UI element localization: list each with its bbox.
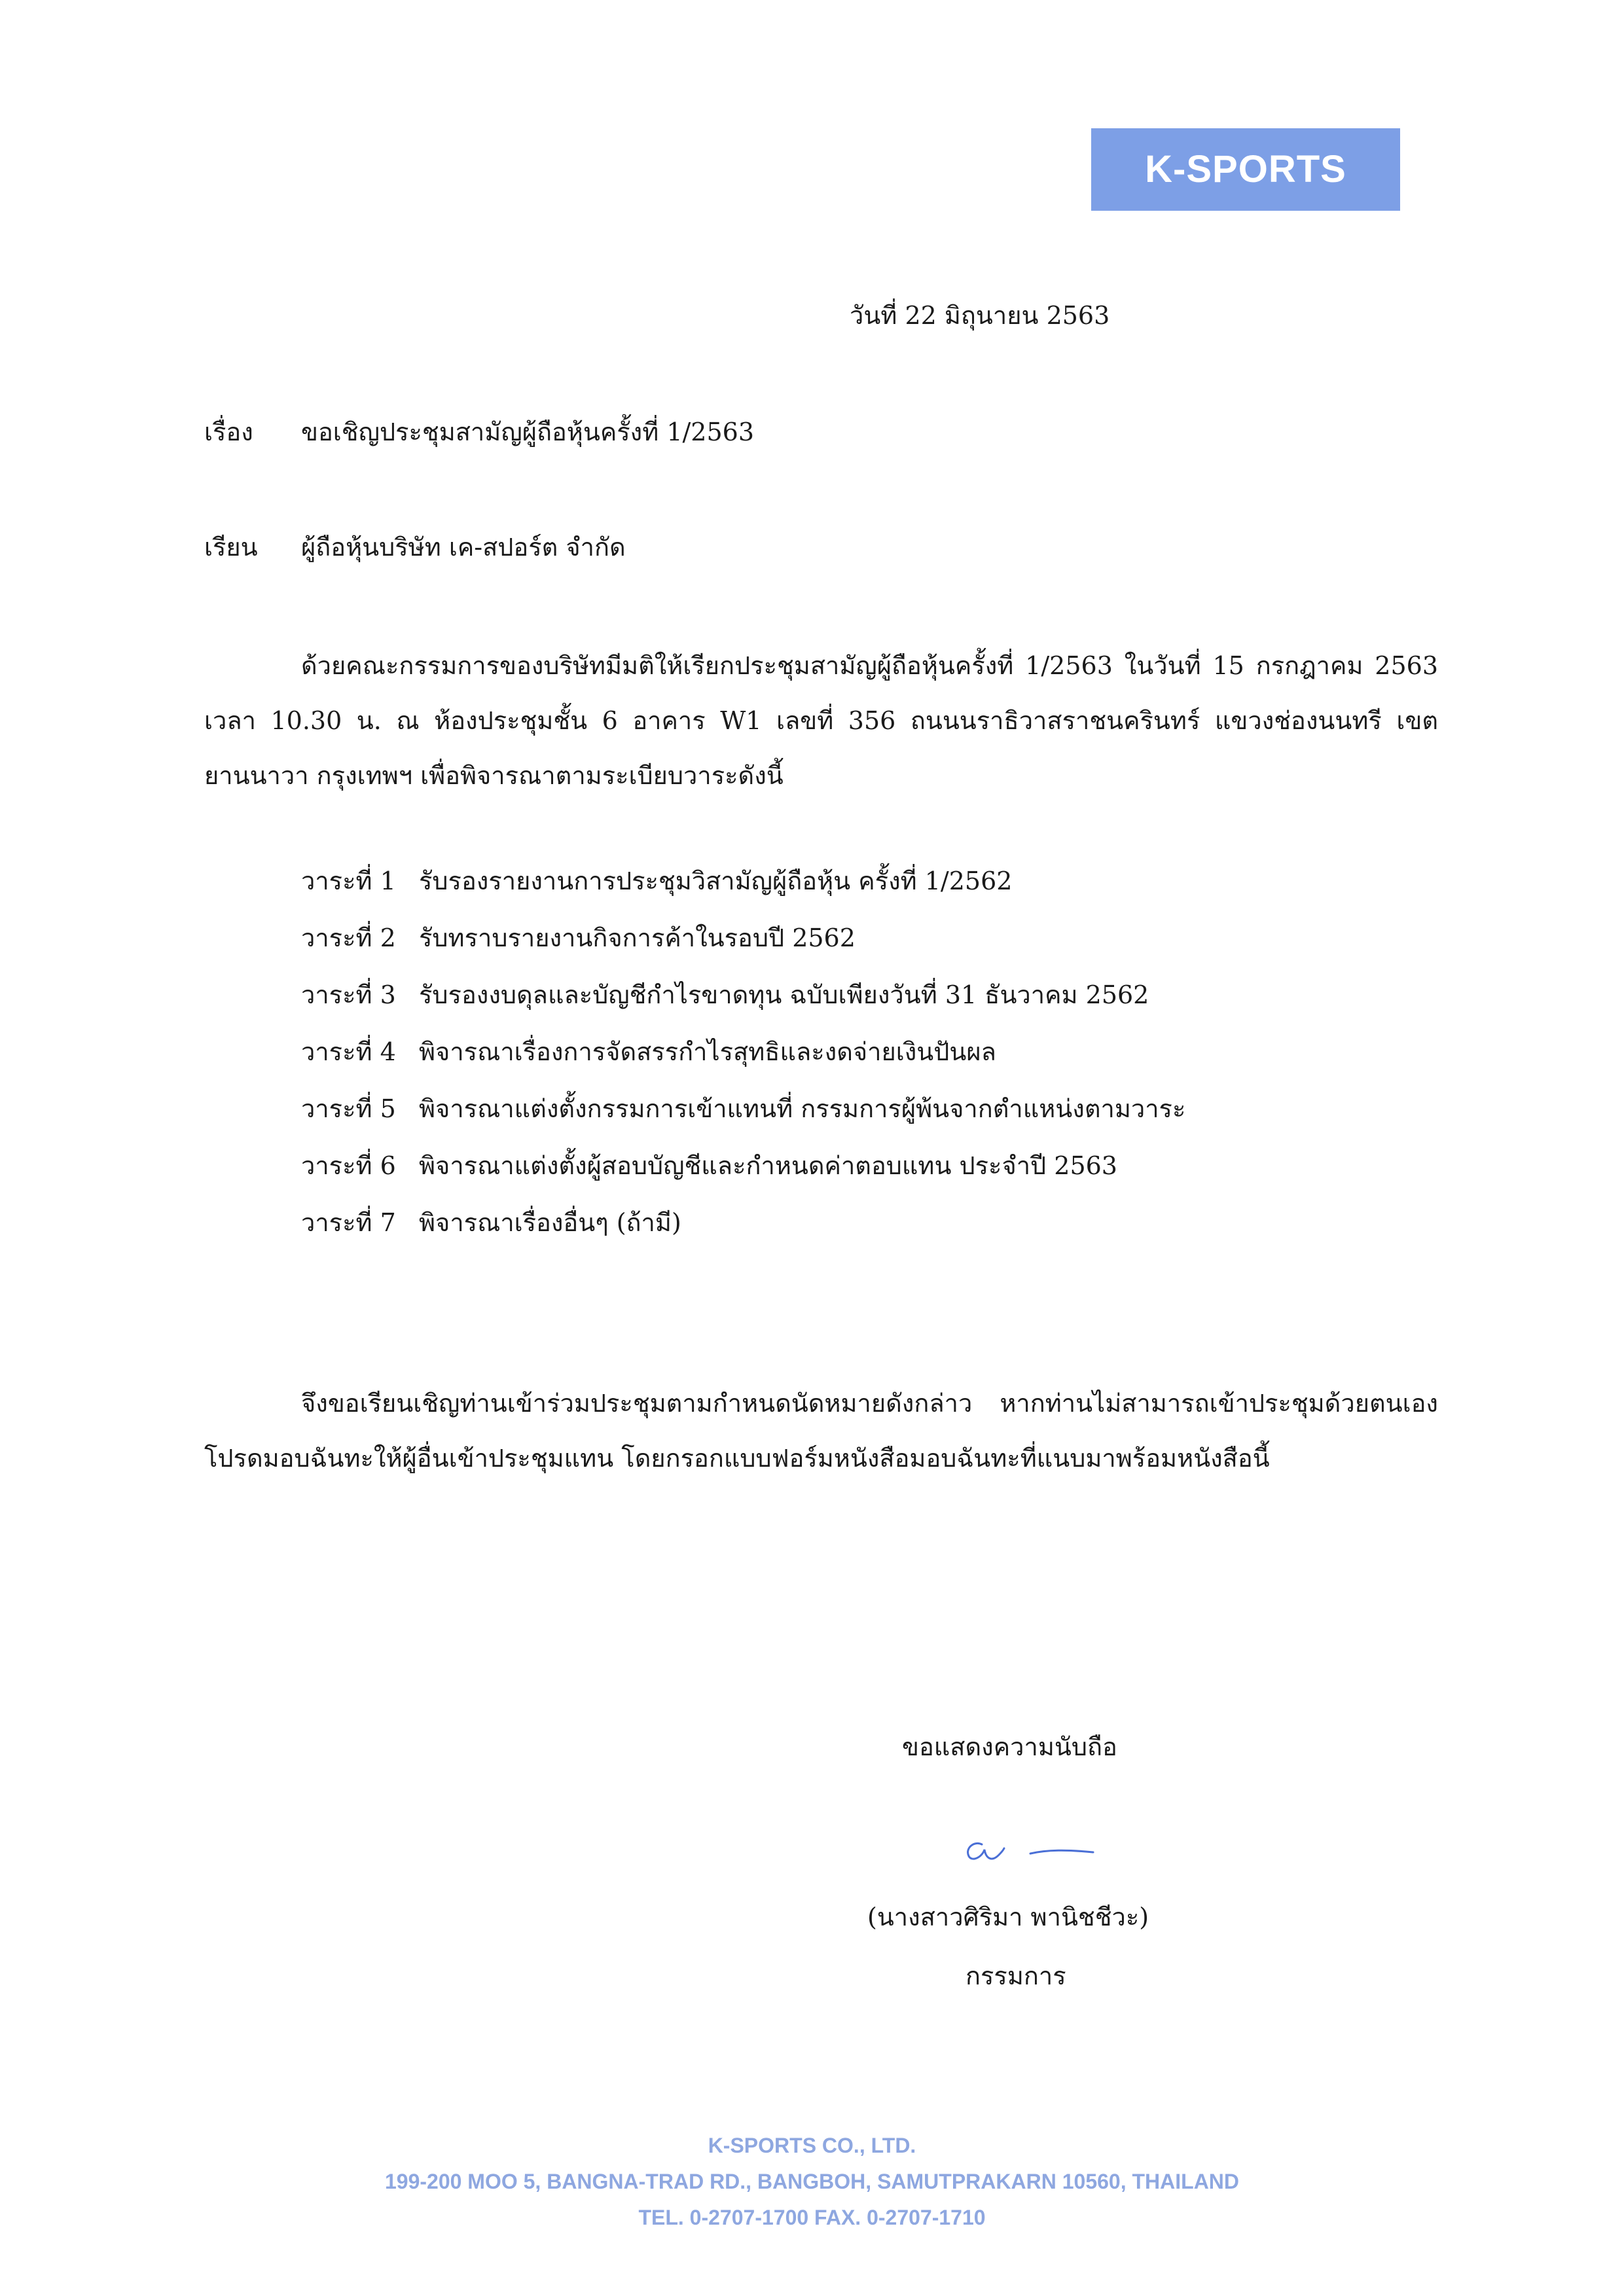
agenda-item [301, 1036, 1185, 1093]
body-paragraph-invitation: จึงขอเรียนเชิญท่านเข้าร่วมประชุมตามกำหนดนัดหมายดังกล่าว หากท่านไม่สามารถเข้าประชุมด้วยตนเอง โปรดมอบฉันทะให้ผู้อื่นเข้าประชุมแทน โดยกรอกแบบฟอร์มหนังสือมอบฉันทะที่แนบมาพร้อมหนังสือนี้ [204, 1389, 1438, 1473]
agenda-text: พิจารณาเรื่องอื่นๆ (ถ้ามี) [419, 1208, 681, 1237]
subject-label: เรื่อง [204, 418, 253, 446]
body-paragraph-intro: ด้วยคณะกรรมการของบริษัทมีมติให้เรียกประชุมสามัญผู้ถือหุ้นครั้งที่ 1/2563 ในวันที่ 15 กรกฎาคม 2563 เวลา 10.30 น. ณ ห้องประชุมชั้น 6 อาคาร W1 เลขที่ 356 ถนนนราธิวาสราชนครินทร์ แขวงช่องนนทรี เขตยานนาวา กรุงเทพฯ เพื่อพิจารณาตามระเบียบวาระดังนี้ [204, 651, 1438, 790]
signatory-name: (นางสาวศิริมา พานิชชีวะ) [867, 1903, 1149, 1931]
footer-address: 199-200 MOO 5, BANGNA-TRAD RD., BANGBOH, SAMUTPRAKARN 10560, THAILAND [384, 2170, 1240, 2193]
footer-company-name: K-SPORTS CO., LTD. [708, 2134, 916, 2157]
agenda-number: วาระที่ 1 [301, 867, 396, 895]
agenda-number: วาระที่ 6 [301, 1151, 396, 1180]
company-logo [1091, 128, 1400, 211]
agenda-text: พิจารณาเรื่องการจัดสรรกำไรสุทธิและงดจ่ายเงินปันผล [419, 1037, 996, 1066]
agenda-text: รับทราบรายงานกิจการค้าในรอบปี 2562 [419, 924, 856, 952]
agenda-number: วาระที่ 4 [301, 1037, 396, 1066]
agenda-item [301, 922, 1185, 979]
agenda-item [301, 979, 1185, 1036]
agenda-number: วาระที่ 2 [301, 924, 396, 952]
agenda-text: พิจารณาแต่งตั้งกรรมการเข้าแทนที่ กรรมการผู้พ้นจากตำแหน่งตามวาระ [419, 1094, 1186, 1123]
agenda-item [301, 1207, 1185, 1264]
signature-stroke-line [1030, 1850, 1093, 1854]
agenda-item [301, 1150, 1185, 1207]
agenda-list [301, 865, 1185, 1264]
agenda-number: วาระที่ 7 [301, 1208, 396, 1237]
footer-phone-fax: TEL. 0-2707-1700 FAX. 0-2707-1710 [638, 2206, 986, 2229]
agenda-number: วาระที่ 5 [301, 1094, 396, 1123]
agenda-item [301, 865, 1185, 922]
agenda-text: รับรองรายงานการประชุมวิสามัญผู้ถือหุ้น ครั้งที่ 1/2562 [419, 867, 1013, 895]
agenda-text: รับรองงบดุลและบัญชีกำไรขาดทุน ฉบับเพียงวันที่ 31 ธันวาคม 2562 [419, 980, 1149, 1009]
recipient-label: เรียน [204, 533, 258, 562]
signature-stroke-initial [968, 1843, 1004, 1859]
closing-phrase: ขอแสดงความนับถือ [902, 1732, 1117, 1761]
signatory-title: กรรมการ [965, 1962, 1066, 1990]
logo-text: K-SPORTS [1145, 148, 1346, 191]
agenda-number: วาระที่ 3 [301, 980, 396, 1009]
recipient-text: ผู้ถือหุ้นบริษัท เค-สปอร์ต จำกัด [301, 533, 626, 562]
letter-date: วันที่ 22 มิถุนายน 2563 [850, 301, 1110, 330]
subject-text: ขอเชิญประชุมสามัญผู้ถือหุ้นครั้งที่ 1/2563 [301, 418, 755, 446]
agenda-item [301, 1093, 1185, 1150]
agenda-text: พิจารณาแต่งตั้งผู้สอบบัญชีและกำหนดค่าตอบแทน ประจำปี 2563 [419, 1151, 1117, 1180]
handwritten-signature [962, 1826, 1106, 1872]
